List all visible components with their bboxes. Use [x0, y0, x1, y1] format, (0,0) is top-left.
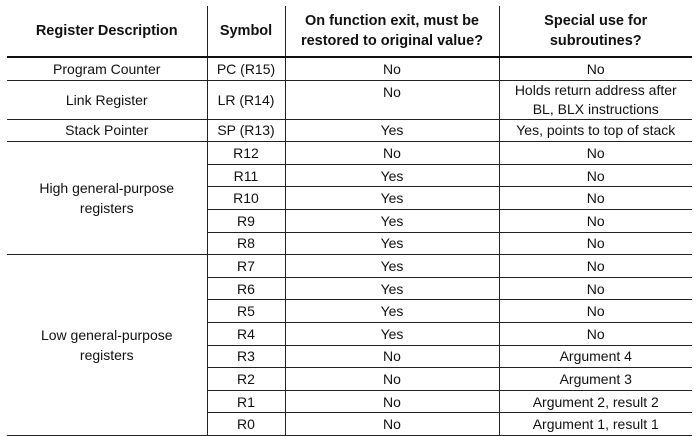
- cell-restore: No: [285, 390, 499, 413]
- cell-special: No: [499, 322, 692, 345]
- group-label-line1: Low general-purpose: [40, 327, 173, 344]
- header-restore-line1: On function exit, must be: [304, 13, 479, 29]
- group-label-line1: High general-purpose: [39, 180, 175, 197]
- cell-special: No: [499, 232, 692, 255]
- cell-restore: Yes: [285, 232, 499, 255]
- cell-restore: Yes: [285, 255, 499, 278]
- cell-special: Argument 2, result 2: [499, 390, 692, 413]
- cell-symbol: R7: [207, 255, 285, 278]
- cell-restore: Yes: [285, 119, 499, 142]
- cell-restore: Yes: [285, 322, 499, 345]
- cell-special: No: [499, 164, 692, 187]
- cell-symbol: R3: [207, 345, 285, 368]
- cell-special: Argument 3: [499, 368, 692, 391]
- cell-special: No: [499, 300, 692, 323]
- cell-special: No: [499, 187, 692, 210]
- header-row: [7, 6, 692, 57]
- cell-symbol: R8: [207, 232, 285, 255]
- cell-restore: No: [285, 57, 499, 80]
- cell-symbol: SP (R13): [207, 119, 285, 142]
- cell-symbol: R11: [207, 164, 285, 187]
- cell-special-line2: BL, BLX instructions: [532, 100, 659, 117]
- group-label-high: [7, 142, 207, 255]
- cell-symbol: LR (R14): [207, 80, 285, 119]
- row-link-register: [7, 80, 692, 119]
- header-special-line2: subroutines?: [549, 33, 642, 49]
- register-table: [7, 6, 692, 436]
- cell-special: [499, 80, 692, 119]
- cell-symbol: R5: [207, 300, 285, 323]
- header-restore: [285, 6, 499, 57]
- cell-symbol: R1: [207, 390, 285, 413]
- cell-special: Argument 1, result 1: [499, 413, 692, 436]
- header-special: [499, 6, 692, 57]
- cell-symbol: R9: [207, 209, 285, 232]
- header-special-line1: Special use for: [544, 13, 648, 29]
- cell-restore: No: [285, 368, 499, 391]
- cell-restore: Yes: [285, 209, 499, 232]
- table-row: [7, 255, 692, 278]
- header-description: Register Description: [7, 6, 207, 57]
- cell-description: Link Register: [7, 80, 207, 119]
- cell-symbol: R6: [207, 277, 285, 300]
- cell-special: No: [499, 142, 692, 165]
- cell-description: Stack Pointer: [7, 119, 207, 142]
- header-restore-line2: restored to original value?: [300, 33, 484, 49]
- cell-description: Program Counter: [7, 57, 207, 80]
- cell-restore: No: [285, 345, 499, 368]
- table-row: [7, 142, 692, 165]
- cell-symbol: R0: [207, 413, 285, 436]
- row-program-counter: [7, 57, 692, 80]
- group-label-low: [7, 255, 207, 436]
- cell-symbol: PC (R15): [207, 57, 285, 80]
- cell-symbol: R4: [207, 322, 285, 345]
- cell-restore: Yes: [285, 164, 499, 187]
- cell-special: Yes, points to top of stack: [499, 119, 692, 142]
- cell-restore: No: [285, 413, 499, 436]
- cell-special: No: [499, 277, 692, 300]
- header-symbol: Symbol: [207, 6, 285, 57]
- cell-special: Argument 4: [499, 345, 692, 368]
- cell-restore: Yes: [285, 187, 499, 210]
- group-label-line2: registers: [79, 347, 134, 364]
- row-stack-pointer: [7, 119, 692, 142]
- cell-symbol: R2: [207, 368, 285, 391]
- cell-restore: No: [285, 80, 499, 119]
- cell-special: No: [499, 255, 692, 278]
- cell-symbol: R10: [207, 187, 285, 210]
- cell-restore: No: [285, 142, 499, 165]
- cell-restore: Yes: [285, 277, 499, 300]
- cell-special-line1: Holds return address after: [514, 81, 677, 98]
- cell-special: No: [499, 209, 692, 232]
- cell-restore: Yes: [285, 300, 499, 323]
- cell-symbol: R12: [207, 142, 285, 165]
- group-label-line2: registers: [79, 200, 134, 217]
- cell-special: No: [499, 57, 692, 80]
